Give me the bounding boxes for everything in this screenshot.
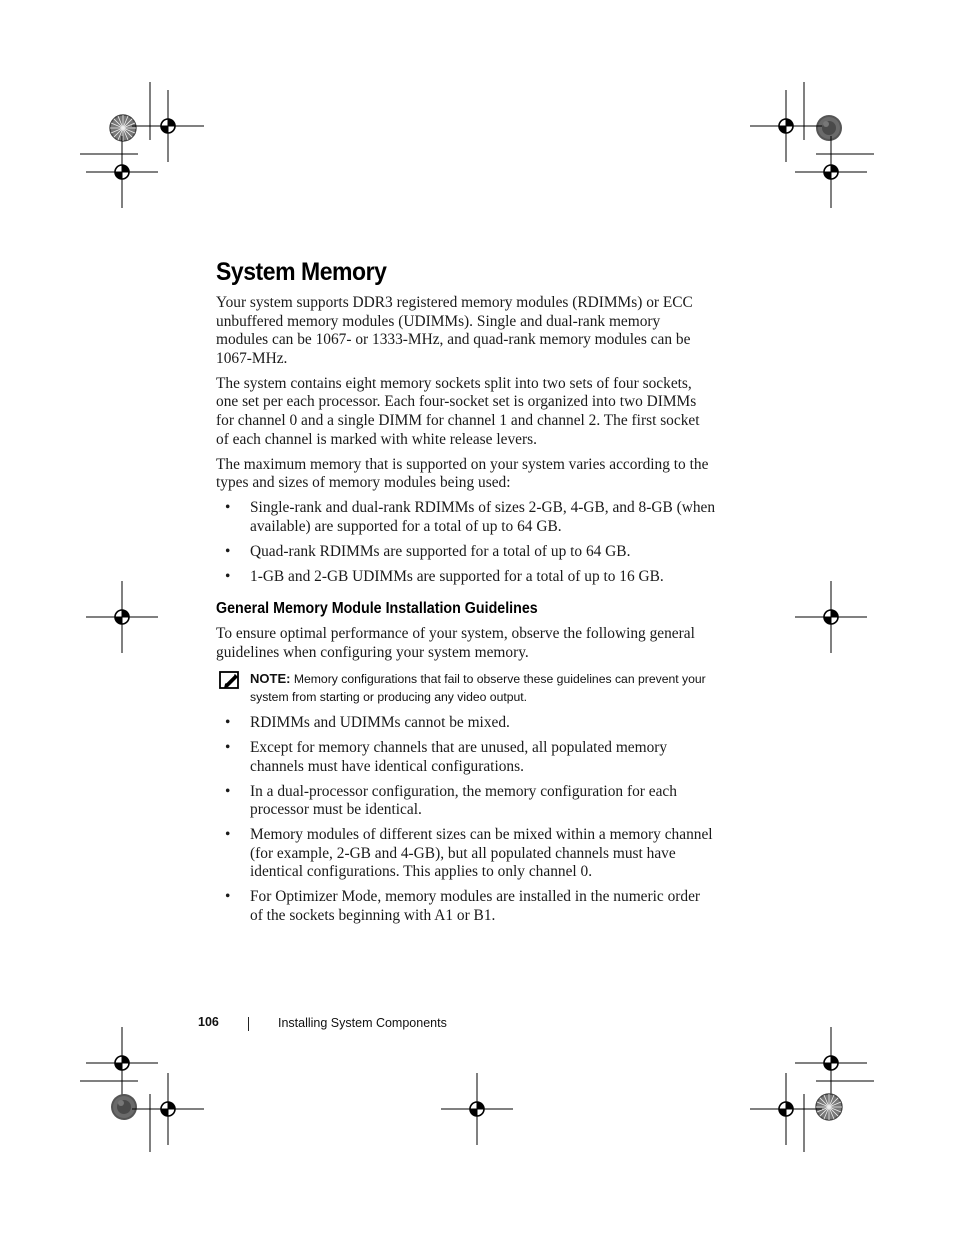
intro-paragraph: The system contains eight memory sockets split into two sets of four sockets, one set per each processor. Each four-socket set is organized into two DIMMs for channel 0 and a single DIMM for channel 1 and channel 2. The first socket of each channel is marked with white release levers. [216, 374, 700, 448]
pencil-note-icon [219, 671, 241, 689]
note-label: NOTE: [250, 671, 291, 687]
list-item [216, 826, 716, 882]
list-item-text: For Optimizer Mode, memory modules are installed in the numeric order of the sockets beginning with A1 or B1. [250, 888, 701, 924]
list-item [216, 783, 716, 820]
guidelines-list [216, 714, 716, 926]
section-heading: General Memory Module Installation Guidelines [216, 600, 538, 618]
note-text: Memory configurations that fail to observe these guidelines can prevent your system from starting or producing any video output. [250, 672, 706, 704]
bullet: • [225, 498, 231, 516]
note-callout [216, 670, 716, 706]
footer-section-name: Installing System Components [278, 1016, 447, 1030]
intro-paragraph: The maximum memory that is supported on your system varies according to the types and sizes of memory modules being used: [216, 455, 709, 492]
list-item-text: In a dual-processor configuration, the memory configuration for each processor must be identical. [250, 782, 677, 819]
list-item-text: Single-rank and dual-rank RDIMMs of sizes 2-GB, 4-GB, and 8-GB (when available) are supported for a total of up to 64 GB. [250, 498, 716, 535]
bullet: • [225, 782, 231, 800]
bullet: • [225, 542, 231, 560]
list-item-text: 1-GB and 2-GB UDIMMs are supported for a total of up to 16 GB. [250, 567, 664, 585]
list-item [216, 888, 716, 925]
bullet: • [225, 567, 231, 585]
page-title: System Memory [216, 258, 387, 286]
memory-support-list [216, 499, 716, 586]
page-footer [198, 1015, 598, 1035]
bullet: • [225, 888, 231, 906]
page-number: 106 [198, 1015, 219, 1029]
list-item-text: Memory modules of different sizes can be mixed within a memory channel (for example, 2-GB and 4-GB), but all populated channels must have identical configurations. This applies to only channel 0. [250, 826, 713, 881]
list-item [216, 739, 716, 776]
footer-divider [248, 1017, 249, 1031]
section-intro: To ensure optimal performance of your system, observe the following general guidelines when configuring your system memory. [216, 625, 695, 661]
list-item-text: RDIMMs and UDIMMs cannot be mixed. [250, 714, 510, 732]
list-item [216, 568, 716, 587]
bullet: • [225, 714, 231, 732]
bullet: • [225, 739, 231, 757]
bullet: • [225, 826, 231, 844]
page-content [216, 256, 716, 932]
intro-paragraph: Your system supports DDR3 registered memory modules (RDIMMs) or ECC unbuffered memory modules (UDIMMs). Single and dual-rank memory modules can be 1067- or 1333-MHz, and quad-rank memory modules can be 1067-MHz. [216, 294, 693, 367]
list-item [216, 543, 716, 562]
list-item-text: Except for memory channels that are unused, all populated memory channels must have identical configurations. [250, 739, 668, 775]
list-item [216, 499, 716, 536]
list-item-text: Quad-rank RDIMMs are supported for a total of up to 64 GB. [250, 542, 631, 560]
list-item [216, 714, 716, 733]
